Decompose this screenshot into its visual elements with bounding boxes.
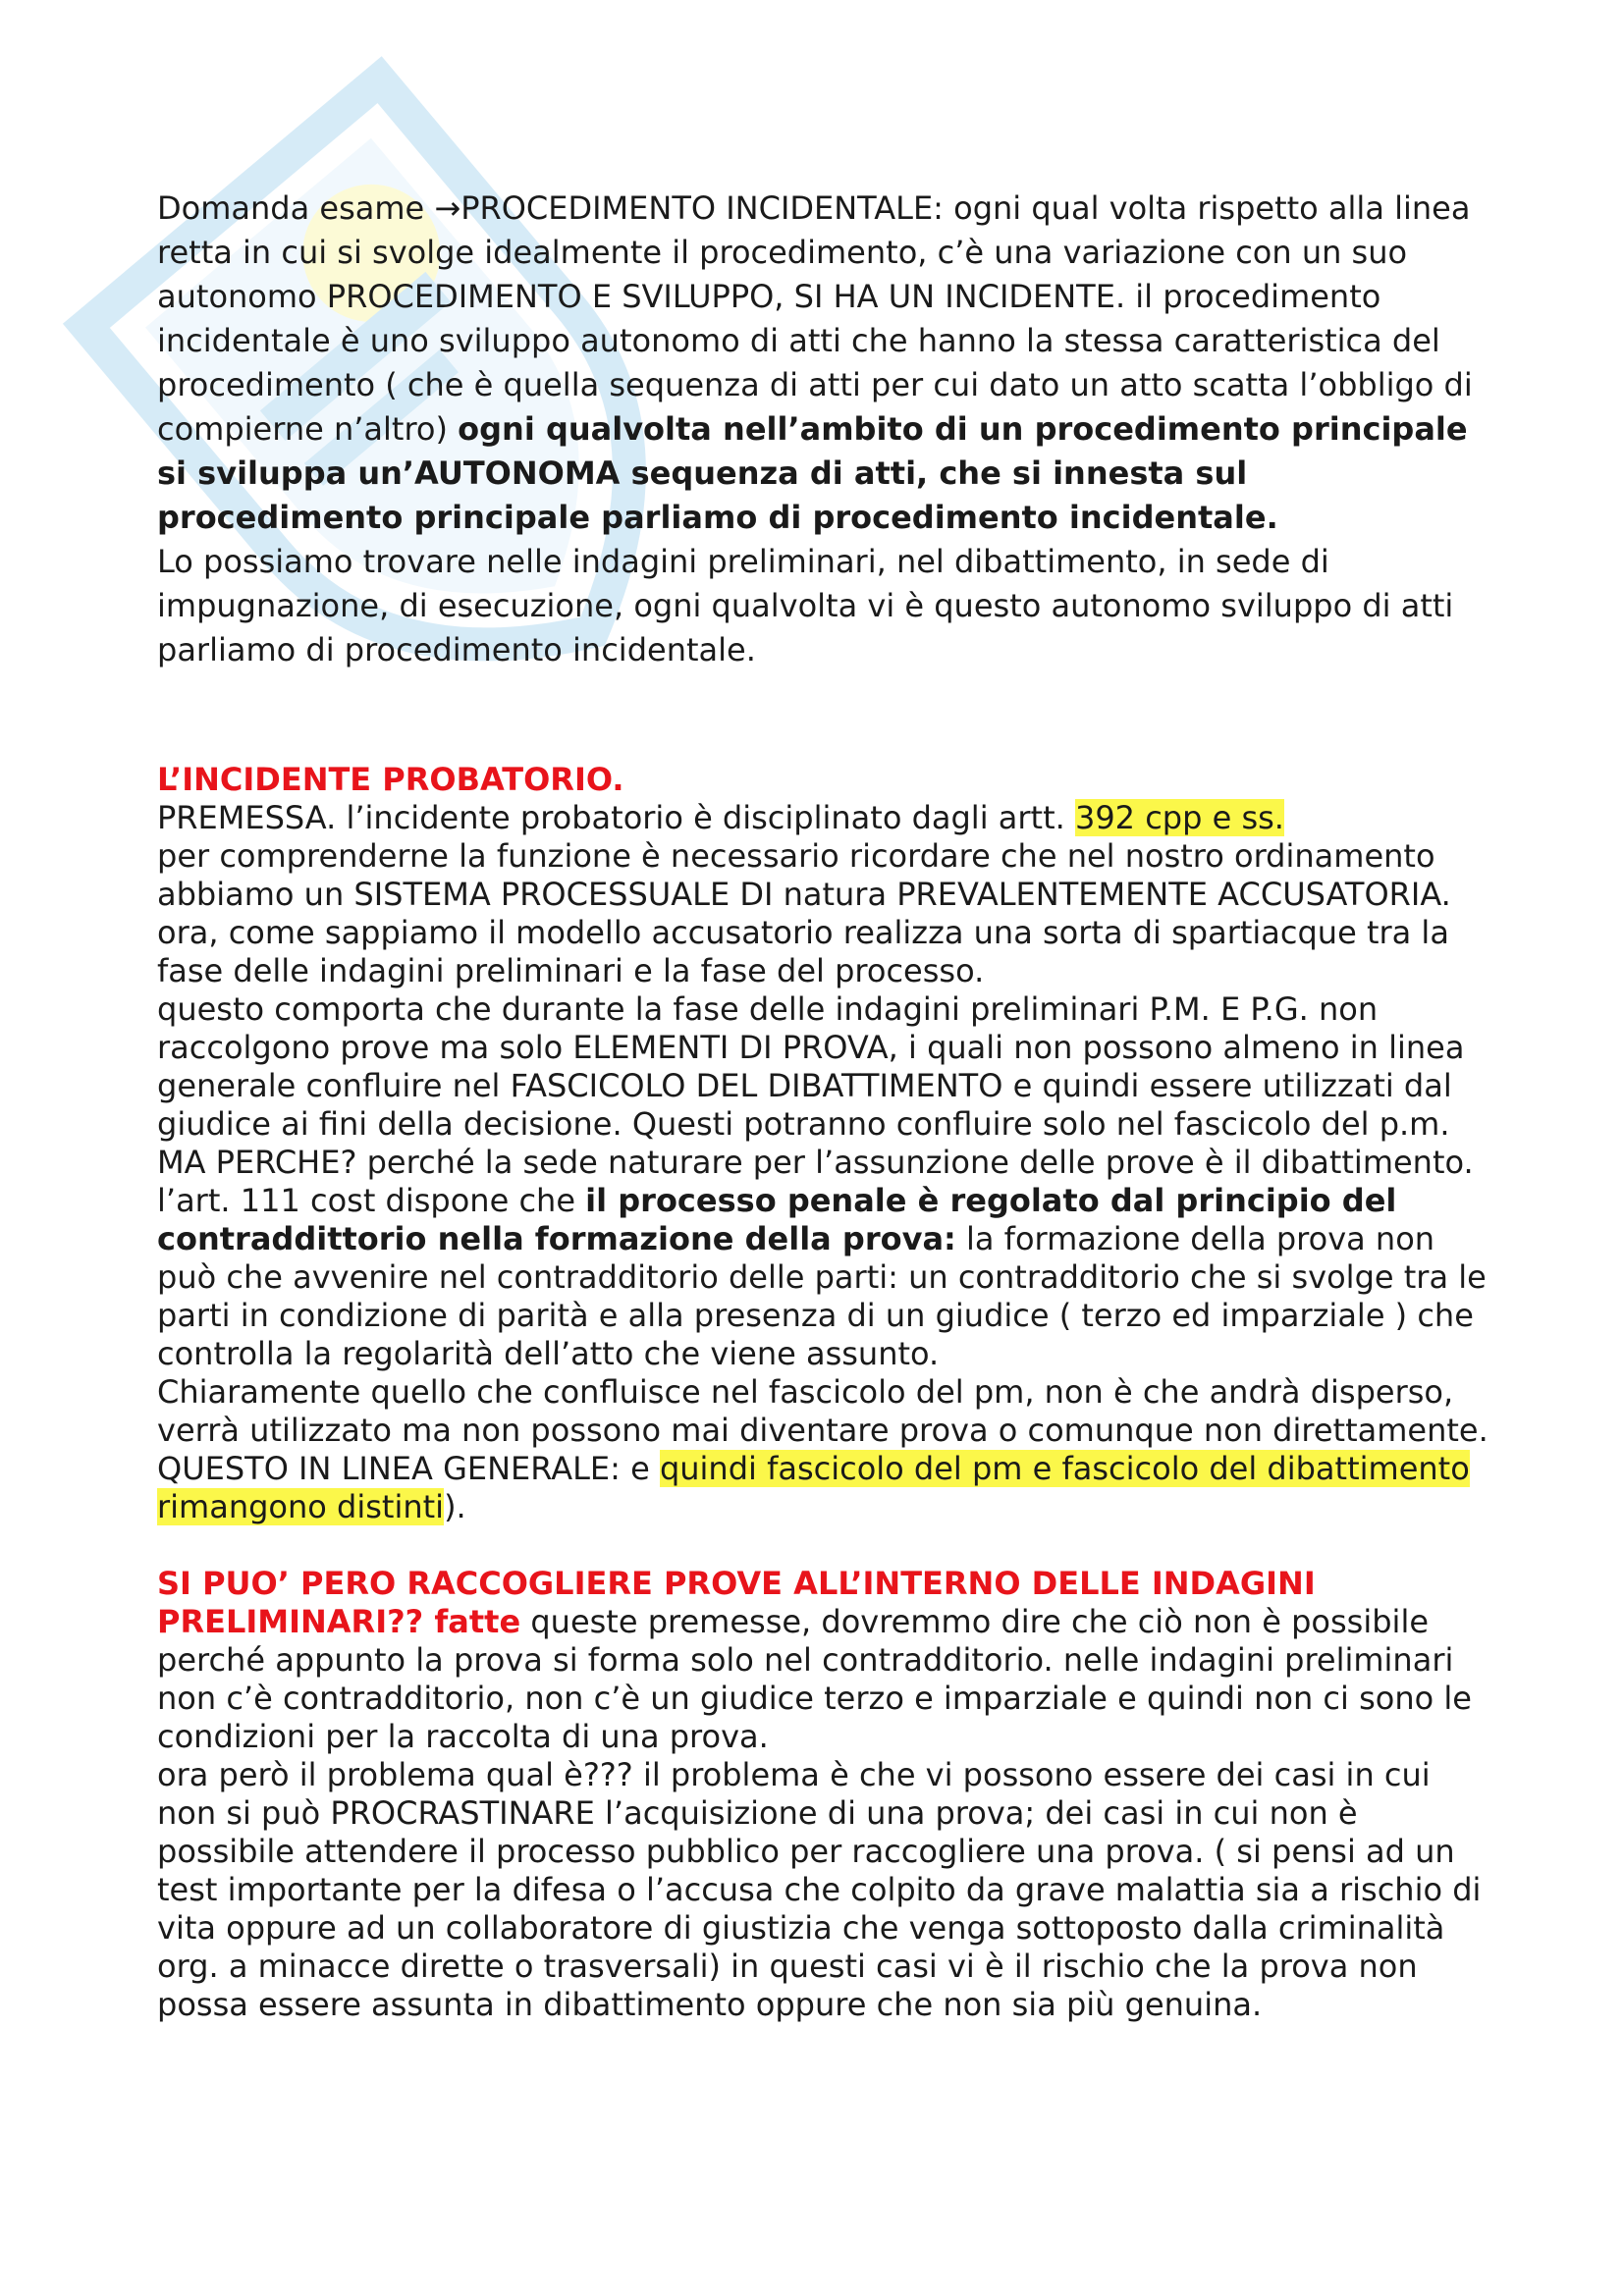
intro-paragraph-2: Lo possiamo trovare nelle indagini preliminari, nel dibattimento, in sede di impugnazione, di esecuzione, ogni qualvolta vi è questo autonomo sviluppo di atti parliamo di procedimento incidentale. [157,543,1454,668]
highlight-fascicolo: quindi fascicolo del pm e fascicolo del dibattimento rimangono distinti [157,1450,1470,1525]
section1-paragraph-2: per comprenderne la funzione è necessario ricordare che nel nostro ordinamento abbiamo un SISTEMA PROCESSUALE DI natura PREVALENTEMENTE ACCUSATORIA. ora, come sappiamo il modello accusatorio realizza una sorta di spartiacque tra la fase delle indagini preliminari e la fase del processo. [157,837,1451,989]
section-heading-incidente-probatorio: L’INCIDENTE PROBATORIO. [157,761,624,798]
intro-bold-text: ogni qualvolta nell’ambito di un procedimento principale si sviluppa un’AUTONOMA sequenza di atti, che si innesta sul procedimento principale parliamo di procedimento incidentale. [157,410,1468,536]
highlight-articles: 392 cpp e ss. [1074,799,1284,836]
section2-paragraph-1 [157,1565,1492,1756]
section1-paragraph-5 [157,1373,1492,1526]
art111-continuation: la formazione della prova non può che avvenire nel contradditorio delle parti: un contradditorio che si svolge tra le parti in condizione di parità e alla presenza di un giudice ( terzo ed imparziale ) che controlla la regolarità dell’atto che viene assunto. [157,1220,1487,1372]
fascicolo-close: ). [444,1488,466,1525]
document-body [157,187,1492,2024]
section1-paragraph-1 [157,799,1492,837]
section-heading-prove-indagini: SI PUO’ PERO RACCOGLIERE PROVE ALL’INTERNO DELLE INDAGINI PRELIMINARI?? fatte [157,1565,1316,1640]
art111-bold-text: il processo penale è regolato dal principio del contraddittorio nella formazione della prova: [157,1182,1397,1257]
art111-text: l’art. 111 cost dispone che [157,1182,586,1219]
section1-paragraph-3: questo comporta che durante la fase delle indagini preliminari P.M. E P.G. non raccolgono prove ma solo ELEMENTI DI PROVA, i quali non possono almeno in linea generale confluire nel FASCICOLO DEL DIBATTIMENTO e quindi essere utilizzati dal giudice ai fini della decisione. Questi potranno confluire solo nel fascicolo del p.m. MA PERCHE? perché la sede naturare per l’assunzione delle prove è il dibattimento. [157,990,1474,1181]
right-arrow-icon: → [434,189,461,227]
section2-paragraph-2: ora però il problema qual è??? il problema è che vi possono essere dei casi in cui non si può PROCRASTINARE l’acquisizione di una prova; dei casi in cui non è possibile attendere il processo pubblico per raccogliere una prova. ( si pensi ad un test importante per la difesa o l’accusa che colpito da grave malattia sia a rischio di vita oppure ad un collaboratore di giustizia che venga sottoposto dalla criminalità org. a minacce dirette o trasversali) in questi casi vi è il rischio che la prova non possa essere assunta in dibattimento oppure che non sia più genuina. [157,1756,1482,2023]
section1-paragraph-4 [157,1182,1492,1373]
section2-text-1: queste premesse, dovremmo dire che ciò non è possibile perché appunto la prova si forma solo nel contradditorio. nelle indagini preliminari non c’è contradditorio, non c’è un giudice terzo e imparziale e quindi non ci sono le condizioni per la raccolta di una prova. [157,1603,1472,1755]
fascicolo-text: Chiaramente quello che confluisce nel fascicolo del pm, non è che andrà disperso, verrà utilizzato ma non possono mai diventare prova o comunque non direttamente. QUESTO IN LINEA GENERALE: e [157,1373,1488,1487]
intro-paragraph [157,187,1492,540]
intro-text-2: PROCEDIMENTO INCIDENTALE: ogni qual volta rispetto alla linea retta in cui si svolge idealmente il procedimento, c’è una variazione con un suo autonomo PROCEDIMENTO E SVILUPPO, SI HA UN INCIDENTE. il procedimento incidentale è uno sviluppo autonomo di atti che hanno la stessa caratteristica del procedimento ( che è quella sequenza di atti per cui dato un atto scatta l’obbligo di compierne n’altro) [157,189,1473,448]
premessa-text: PREMESSA. l’incidente probatorio è disciplinato dagli artt. [157,799,1075,836]
intro-text-1: Domanda esame [157,189,435,227]
